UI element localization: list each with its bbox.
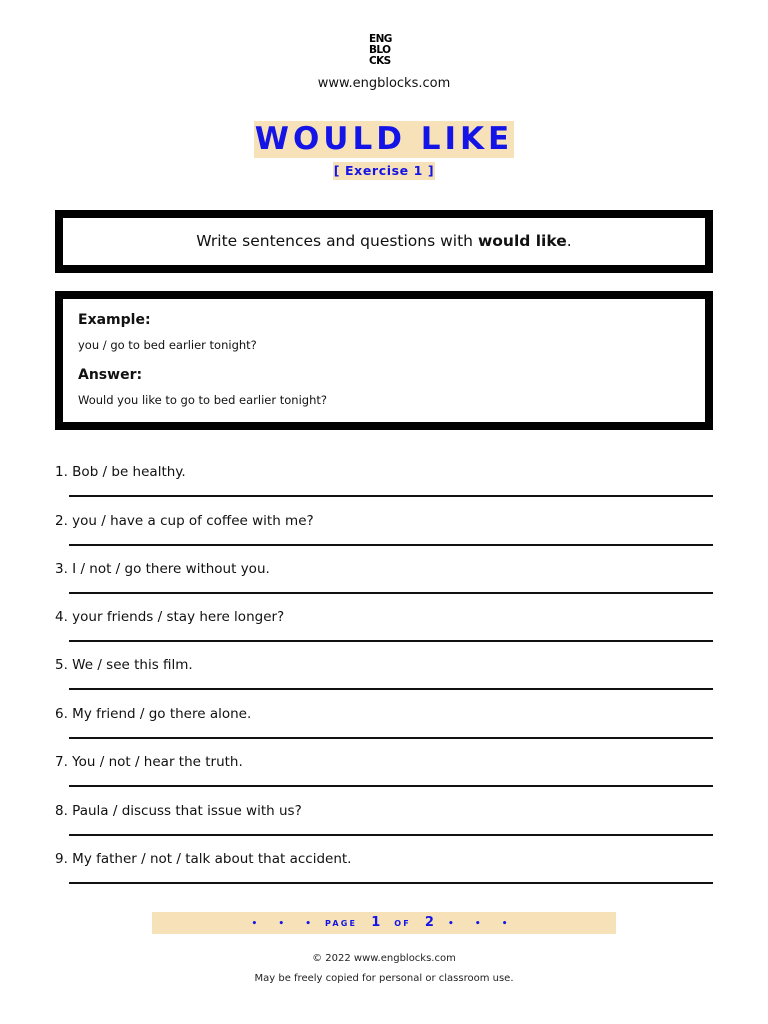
example-text: you / go to bed earlier tonight? [78,338,257,352]
answer-line[interactable] [69,785,713,787]
logo-line-1: ENG [369,33,392,45]
answer-label: Answer: [78,367,143,383]
question-item [55,706,715,754]
question-text: 4. your friends / stay here longer? [55,609,285,625]
question-item [55,657,715,705]
question-text: 9. My father / not / talk about that accident. [55,851,352,867]
question-text: 1. Bob / be healthy. [55,464,186,480]
logo-line-2: BLO [369,44,391,56]
page-indicator [152,912,616,934]
question-item [55,561,715,609]
pager-current: 1 [371,915,381,930]
question-item [55,609,715,657]
question-item [55,513,715,561]
example-label: Example: [78,312,151,328]
answer-line[interactable] [69,495,713,497]
copyright: © 2022 www.engblocks.com [312,953,456,964]
question-text: 6. My friend / go there alone. [55,706,252,722]
question-text: 3. I / not / go there without you. [55,561,270,577]
page-title: WOULD LIKE [254,121,514,157]
pager-page-word: PAGE [325,919,358,928]
answer-line[interactable] [69,737,713,739]
instruction-box [55,210,713,273]
question-text: 7. You / not / hear the truth. [55,754,243,770]
pager-dots-left: • • • [251,919,321,929]
example-box [55,291,713,430]
site-url[interactable]: www.engblocks.com [317,76,451,91]
exercise-label: [ Exercise 1 ] [333,163,435,178]
answer-line[interactable] [69,544,713,546]
logo-line-3: CKS [369,55,391,67]
usage-note: May be freely copied for personal or classroom use. [254,973,514,984]
answer-text: Would you like to go to bed earlier tonight? [78,393,327,407]
question-text: 2. you / have a cup of coffee with me? [55,513,314,529]
answer-line[interactable] [69,834,713,836]
question-item [55,803,715,851]
question-text: 5. We / see this film. [55,657,193,673]
question-item [55,754,715,802]
pager-total: 2 [424,915,434,930]
instruction-bold: would like [477,232,567,250]
instruction-text: Write sentences and questions with [196,232,478,250]
question-item [55,464,715,512]
pager-of-word: OF [394,919,411,928]
question-text: 8. Paula / discuss that issue with us? [55,803,302,819]
instruction-end: . [566,232,572,250]
answer-line[interactable] [69,640,713,642]
pager-dots-right: • • • [447,919,517,929]
answer-line[interactable] [69,688,713,690]
engblocks-logo [369,34,399,67]
answer-line[interactable] [69,882,713,884]
answer-line[interactable] [69,592,713,594]
question-item [55,851,715,899]
